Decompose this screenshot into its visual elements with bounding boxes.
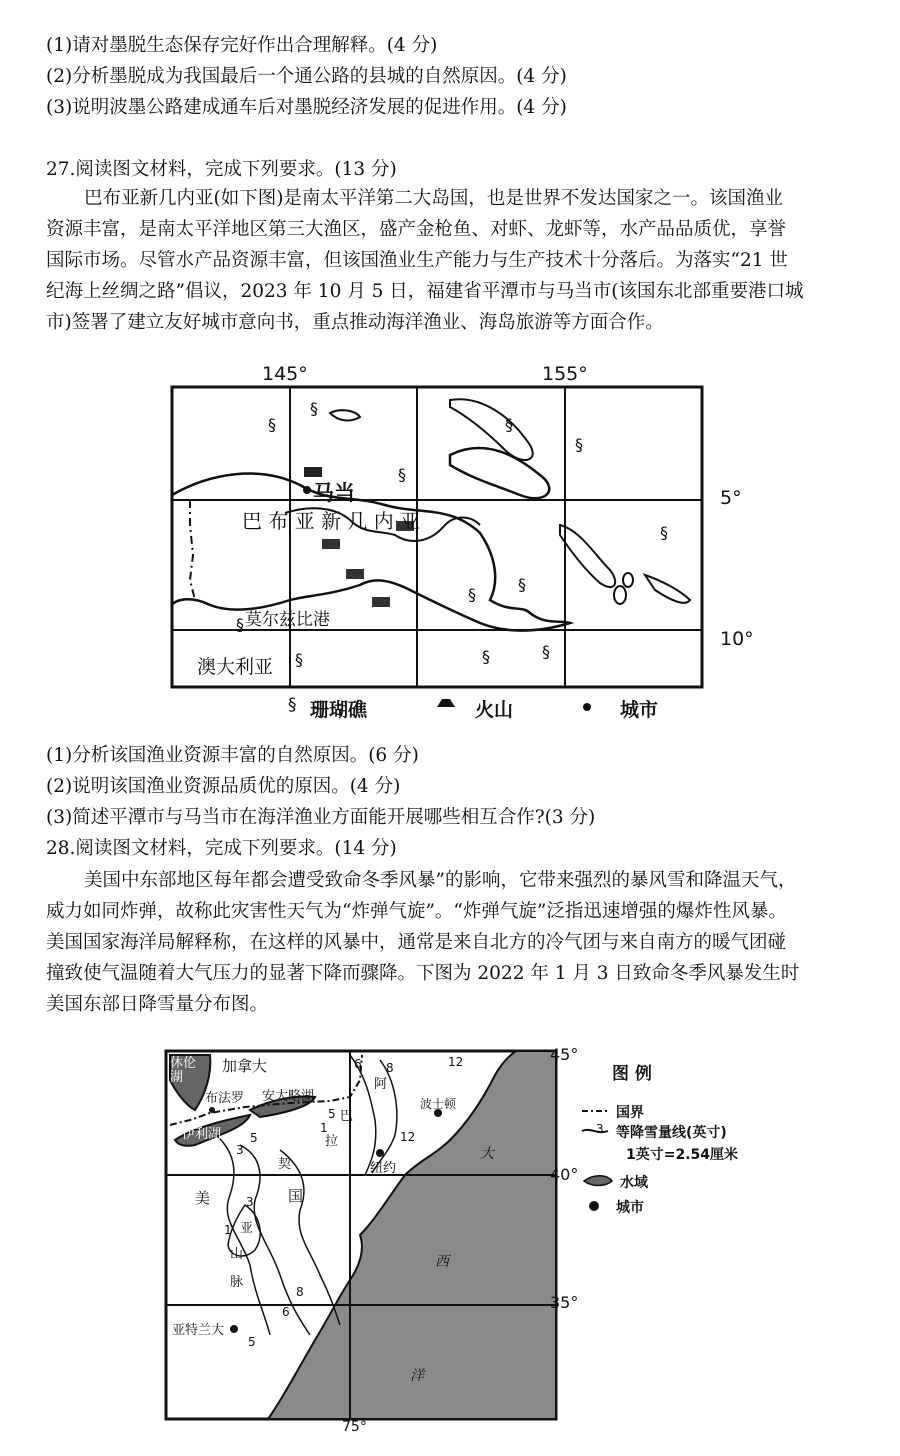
isoline-value: 3 [236, 1143, 244, 1157]
lon-75-label: 75° [342, 1419, 367, 1435]
lat-10-label: 10° [720, 628, 754, 650]
lake-ontario-label: 安大略湖 [262, 1089, 315, 1104]
reef-icon: § [542, 642, 550, 661]
usa-label: 美 [195, 1189, 211, 1207]
ocean-label: 洋 [410, 1368, 424, 1384]
q27-sub2: (2)说明该国渔业资源品质优的原因。(4 分) [46, 776, 401, 797]
q28-heading: 28.阅读图文材料，完成下列要求。(14 分) [46, 838, 397, 859]
volcano-icon [346, 569, 364, 579]
appalachian-label: 脉 [230, 1275, 244, 1290]
legend-volcano-icon [437, 699, 455, 707]
isoline-value: 8 [386, 1061, 394, 1075]
legend-water-icon [584, 1176, 612, 1186]
lat-35-label: 35° [550, 1293, 579, 1312]
isoline-value: 8 [296, 1285, 304, 1299]
q27-para-line: 巴布亚新几内亚(如下图)是南太平洋第二大岛国，也是世界不发达国家之一。该国渔业 [84, 188, 783, 209]
small-island [623, 573, 633, 587]
legend-reef-label: 珊瑚礁 [310, 699, 368, 721]
appalachian-label: 巴 [340, 1109, 354, 1124]
border-line [190, 500, 195, 600]
appalachian-label: 拉 [325, 1134, 339, 1149]
legend-city-icon [589, 1201, 599, 1211]
us-snow-map [150, 1035, 760, 1440]
q28-para-line: 撞致使气温随着大气压力的显著下降而骤降。下图为 2022 年 1 月 3 日致命冬季风暴发生时 [46, 963, 800, 984]
new-britain [450, 448, 549, 498]
solomon-island [645, 575, 690, 603]
isoline-value: 1 [224, 1223, 232, 1237]
isoline-value: 1 [320, 1121, 328, 1135]
appalachian-label: 阿 [374, 1077, 388, 1092]
isoline-value: 5 [328, 1107, 336, 1121]
newyork-city-dot [376, 1149, 384, 1157]
q26-sub1: (1)请对墨脱生态保存完好作出合理解释。(4 分) [46, 35, 438, 56]
legend-isoline-icon [582, 1130, 608, 1132]
reef-icon: § [505, 415, 513, 434]
island-north [330, 410, 360, 420]
reef-icon: § [236, 615, 244, 634]
legend-city-icon [583, 703, 591, 711]
appalachian-label: 亚 [240, 1221, 254, 1236]
reef-icon: § [660, 523, 668, 542]
canada-label: 加拿大 [222, 1057, 268, 1075]
map-frame [172, 387, 702, 687]
reef-icon: § [518, 575, 526, 594]
lat-45-label: 45° [550, 1045, 579, 1064]
country-label: 巴 布 亚 新 几 内 亚 [242, 509, 421, 533]
q27-sub1: (1)分析该国渔业资源丰富的自然原因。(6 分) [46, 745, 419, 766]
legend-border-label: 国界 [616, 1105, 644, 1121]
q28-para-line: 美国东部日降雪量分布图。 [46, 994, 269, 1015]
buffalo-city-dot [209, 1107, 215, 1113]
ocean-label: 大 [480, 1146, 494, 1162]
isoline-value: 3 [246, 1195, 254, 1209]
volcano-icon [304, 467, 322, 477]
q27-para-line: 国际市场。尽管水产品资源丰富，但该国渔业生产能力与生产技术十分落后。为落实“21 世 [46, 250, 788, 271]
isoline-value: 6 [354, 1057, 362, 1071]
small-island [614, 586, 626, 604]
volcano-icon [322, 539, 340, 549]
australia-label: 澳大利亚 [197, 656, 274, 678]
reef-icon: § [482, 647, 490, 666]
atlanta-city-dot [230, 1325, 238, 1333]
boston-label: 波士顿 [420, 1097, 457, 1111]
q27-para-line: 纪海上丝绸之路”倡议，2023 年 10 月 5 日，福建省平潭市与马当市(该国东北部重要港口城 [46, 281, 804, 302]
legend-iso-value: 3 [596, 1122, 604, 1136]
reef-icon: § [295, 650, 303, 669]
appalachian-label: 山 [230, 1247, 244, 1262]
legend-volcano-label: 火山 [475, 699, 514, 721]
lat-40-label: 40° [550, 1165, 579, 1184]
q26-sub3: (3)说明波墨公路建成通车后对墨脱经济发展的促进作用。(4 分) [46, 97, 567, 118]
isoline-value: 5 [248, 1335, 256, 1349]
reef-icon: § [575, 435, 583, 454]
usa-label-2: 国 [288, 1187, 304, 1205]
legend-title: 图 例 [612, 1064, 652, 1084]
reef-icon: § [398, 465, 406, 484]
q27-para-line: 市)签署了建立友好城市意向书，重点推动海洋渔业、海岛旅游等方面合作。 [46, 312, 664, 333]
legend-reef-icon: § [288, 695, 297, 715]
madang-label: 马当 [313, 481, 355, 505]
legend-water-label: 水域 [620, 1175, 648, 1191]
appalachian-label: 契 [278, 1157, 292, 1172]
q26-sub2: (2)分析墨脱成为我国最后一个通公路的县城的自然原因。(4 分) [46, 66, 567, 87]
lake-erie-label: 伊利湖 [182, 1127, 222, 1142]
isoline-value: 5 [250, 1131, 258, 1145]
isoline-value: 6 [282, 1305, 290, 1319]
lake-huron-label: 休伦湖 [170, 1056, 197, 1085]
newyork-label: 纽约 [370, 1161, 397, 1176]
legend-city-label: 城市 [620, 699, 659, 721]
q28-para-line: 美国国家海洋局解释称，在这样的风暴中，通常是来自北方的冷气团与来自南方的暖气团碰 [46, 932, 787, 953]
legend-city-label: 城市 [616, 1200, 644, 1216]
q27-para-line: 资源丰富，是南太平洋地区第三大渔区，盛产金枪鱼、对虾、龙虾等，水产品品质优，享誉 [46, 219, 787, 240]
reef-icon: § [310, 399, 318, 418]
new-guinea-coast [172, 474, 570, 631]
reef-icon: § [268, 415, 276, 434]
q28-para-line: 美国中东部地区每年都会遭受致命冬季风暴”的影响，它带来强烈的暴风雪和降温天气， [84, 870, 797, 891]
png-map [150, 355, 760, 725]
buffalo-label: 布法罗 [205, 1091, 245, 1106]
volcano-icon [372, 597, 390, 607]
madang-city-dot [303, 486, 311, 494]
atlanta-label: 亚特兰大 [172, 1323, 225, 1338]
port-moresby-label: 莫尔兹比港 [245, 610, 330, 630]
lon-155-label: 155° [542, 363, 588, 385]
q27-sub3: (3)简述平潭市与马当市在海洋渔业方面能开展哪些相互合作?(3 分) [46, 807, 596, 828]
q27-heading: 27.阅读图文材料，完成下列要求。(13 分) [46, 159, 397, 180]
q28-para-line: 威力如同炸弹，故称此灾害性天气为“炸弹气旋”。“炸弹气旋”泛指迅速增强的爆炸性风暴。 [46, 901, 787, 922]
legend-isoline-label: 等降雪量线(英寸) [616, 1125, 727, 1141]
legend-conversion-label: 1英寸=2.54厘米 [626, 1147, 739, 1163]
atlantic-ocean [268, 1051, 556, 1419]
bougainville [560, 525, 615, 587]
lon-145-label: 145° [262, 363, 308, 385]
isoline-value: 12 [400, 1130, 416, 1144]
ocean-label: 西 [435, 1254, 449, 1270]
lat-5-label: 5° [720, 487, 742, 509]
reef-icon: § [468, 585, 476, 604]
isoline-value: 12 [448, 1055, 464, 1069]
